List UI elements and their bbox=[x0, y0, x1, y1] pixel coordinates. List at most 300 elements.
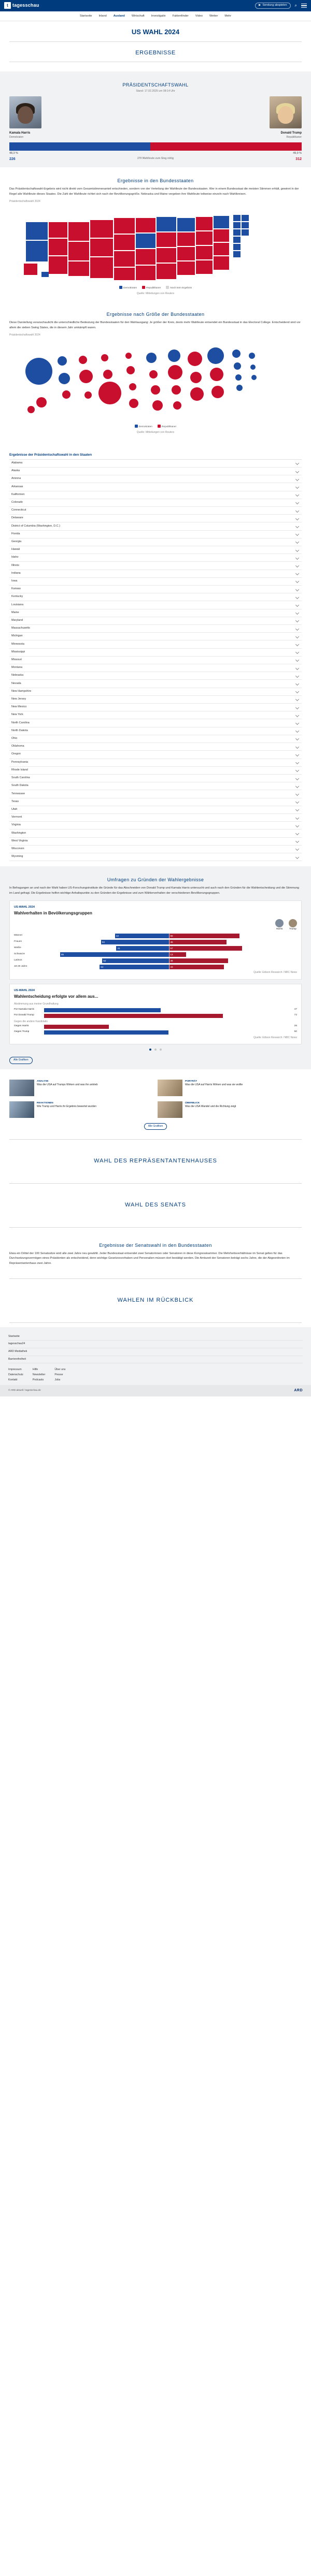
state-name: Iowa bbox=[11, 579, 18, 583]
chevron-down-icon bbox=[295, 572, 299, 575]
polls-heading: Umfragen zu Gründen der Wahlergebnisse bbox=[107, 877, 204, 883]
candidate-name-harris: Kamala Harris bbox=[9, 132, 31, 135]
poll-card-motivation bbox=[9, 984, 302, 1044]
legend-republicans: Republikaner bbox=[146, 287, 161, 290]
state-name: Delaware bbox=[11, 516, 23, 520]
nav-item-investigativ[interactable]: Investigativ bbox=[151, 14, 166, 18]
senate-results-heading: Ergebnisse der Senatswahl in den Bundesstaaten bbox=[99, 1242, 212, 1248]
poll-rows bbox=[14, 934, 297, 969]
teaser-kicker: ANALYSE bbox=[37, 1080, 49, 1083]
state-accordion-item[interactable] bbox=[9, 680, 302, 688]
state-accordion-item[interactable] bbox=[9, 562, 302, 570]
state-accordion-item[interactable] bbox=[9, 593, 302, 601]
state-name: Illinois bbox=[11, 563, 19, 567]
footer-columns bbox=[8, 1367, 303, 1383]
state-accordion-item[interactable] bbox=[9, 727, 302, 735]
candidate-trump bbox=[270, 96, 302, 128]
legend-democrats: Demokraten bbox=[138, 426, 152, 429]
state-accordion-item[interactable] bbox=[9, 735, 302, 743]
chevron-down-icon bbox=[295, 697, 299, 701]
vote-percent-trump: 49,9 % bbox=[293, 152, 302, 155]
state-map-subtitle: Präsidentschaftswahl 2024 bbox=[9, 199, 40, 203]
state-name: New York bbox=[11, 713, 23, 717]
teaser-thumbnail bbox=[9, 1101, 34, 1118]
vote-percent-harris: 48,3 % bbox=[9, 152, 18, 155]
poll-bar-row bbox=[14, 1014, 297, 1018]
poll-value-harris: 42 bbox=[116, 935, 119, 938]
electoral-votes-trump: 312 bbox=[295, 157, 302, 162]
state-accordion-item[interactable] bbox=[9, 829, 302, 837]
state-accordion-item[interactable] bbox=[9, 475, 302, 483]
us-choropleth-map[interactable] bbox=[9, 207, 302, 284]
state-name: New Jersey bbox=[11, 697, 26, 701]
poll-card-subtitle: Abstimmung aus meiner Grundhaltung bbox=[14, 1002, 59, 1006]
state-accordion-item[interactable] bbox=[9, 759, 302, 767]
nav-item-ausland[interactable]: Ausland bbox=[113, 14, 125, 18]
poll-group-label: Schwarze bbox=[14, 953, 25, 956]
legend-harris-label: Harris bbox=[276, 928, 283, 931]
state-name: Arizona bbox=[11, 477, 21, 481]
bubble-map-text: Diese Darstellung veranschaulicht die unterschiedliche Bedeutung der Bundesstaaten für den Wahlausgang: Je größer der Kreis, desto mehr Wahlleute entsendet ein Bundesstaat in das Electoral College. Entscheidend sind vor allem die sieben Swing States, die in diesem Jahr umkämpft waren. bbox=[9, 321, 301, 330]
teaser-item[interactable] bbox=[9, 1101, 153, 1118]
poll-bar-label: Gegen Harris bbox=[14, 1025, 29, 1028]
poll-value-harris: 54 bbox=[101, 966, 104, 969]
chevron-down-icon bbox=[295, 611, 299, 615]
state-name: Wyoming bbox=[11, 855, 23, 858]
footer-link[interactable]: Podcasts bbox=[32, 1378, 44, 1381]
bubble-legend bbox=[9, 425, 302, 429]
poll-group-row bbox=[14, 940, 297, 944]
hamburger-icon[interactable] bbox=[301, 4, 307, 8]
poll-group-row bbox=[14, 934, 297, 938]
poll-value-harris: 52 bbox=[103, 959, 106, 963]
footer-link[interactable]: Presse bbox=[54, 1373, 63, 1376]
footer-column bbox=[8, 1367, 23, 1383]
teaser-kicker: REAKTIONEN bbox=[37, 1101, 53, 1104]
play-icon: ▶ bbox=[259, 4, 261, 7]
teaser-text: Was die USA auf Harris Wirken und was sie wollte bbox=[185, 1083, 243, 1086]
state-accordion-item[interactable] bbox=[9, 491, 302, 499]
poll-bar-row bbox=[14, 1025, 297, 1029]
chevron-down-icon bbox=[295, 682, 299, 686]
chevron-down-icon bbox=[295, 808, 299, 811]
chevron-down-icon bbox=[295, 501, 299, 504]
poll-bar-row bbox=[14, 1008, 297, 1012]
state-accordion-item[interactable] bbox=[9, 507, 302, 515]
state-map-section bbox=[0, 167, 311, 301]
chevron-down-icon bbox=[295, 832, 299, 835]
us-bubble-map[interactable] bbox=[9, 340, 302, 423]
all-graphics-button[interactable]: Alle Grafiken bbox=[9, 1057, 33, 1064]
avatar bbox=[270, 96, 302, 128]
copyright: © ARD-aktuell / tagesschau.de bbox=[8, 1389, 41, 1392]
teaser-item[interactable] bbox=[158, 1101, 302, 1118]
state-accordion-item[interactable] bbox=[9, 483, 302, 491]
state-name: Nebraska bbox=[11, 674, 24, 677]
chevron-down-icon bbox=[295, 816, 299, 819]
state-accordion-item[interactable] bbox=[9, 853, 302, 861]
state-accordion-item[interactable] bbox=[9, 460, 302, 468]
chevron-down-icon bbox=[295, 485, 299, 489]
nav-item-mehr[interactable]: Mehr bbox=[224, 14, 232, 18]
bubble-map-section bbox=[0, 301, 311, 440]
state-name: Missouri bbox=[11, 658, 22, 662]
state-name: District of Columbia (Washington, D.C.) bbox=[11, 524, 60, 528]
chevron-down-icon bbox=[295, 509, 299, 513]
state-accordion-item[interactable] bbox=[9, 696, 302, 704]
state-name: Kansas bbox=[11, 587, 21, 591]
state-name: Connecticut bbox=[11, 508, 26, 512]
poll-group-row bbox=[14, 946, 297, 951]
states-accordion-title: Ergebnisse der Präsidentschaftswahl in den Staaten bbox=[9, 453, 92, 457]
chevron-down-icon bbox=[295, 792, 299, 796]
state-accordion-item[interactable] bbox=[9, 806, 302, 814]
teaser-thumbnail bbox=[9, 1080, 34, 1096]
chevron-down-icon bbox=[295, 643, 299, 646]
footer-link[interactable]: Datenschutz bbox=[8, 1373, 23, 1376]
presidential-timestamp: Stand: 17.02.2025 um 08:14 Uhr bbox=[136, 89, 175, 93]
nav-item-video[interactable]: Video bbox=[195, 14, 203, 18]
state-accordion-item[interactable] bbox=[9, 609, 302, 617]
footer-link[interactable]: Hilfe bbox=[32, 1368, 38, 1372]
logo[interactable] bbox=[4, 2, 39, 9]
state-accordion-item[interactable] bbox=[9, 711, 302, 719]
results-band-heading: ERGEBNISSE bbox=[135, 49, 176, 56]
map-legend bbox=[9, 286, 302, 290]
legend-democrats: Demokraten bbox=[123, 287, 137, 290]
chevron-down-icon bbox=[295, 595, 299, 599]
nav-item-wirtschaft[interactable]: Wirtschaft bbox=[131, 14, 145, 18]
chevron-down-icon bbox=[295, 650, 299, 654]
state-name: Massachusetts bbox=[11, 627, 30, 630]
poll-value-trump: 43 bbox=[170, 966, 173, 969]
teaser-row-1 bbox=[9, 1080, 302, 1096]
state-accordion-item[interactable] bbox=[9, 846, 302, 853]
state-map-heading: Ergebnisse in den Bundesstaaten bbox=[117, 178, 194, 184]
state-name: North Carolina bbox=[11, 721, 30, 724]
poll-card-source: Quelle: Edison Research / NBC News bbox=[253, 971, 297, 974]
all-articles-button[interactable]: Alle Grafiken bbox=[144, 1123, 167, 1130]
state-accordion-item[interactable] bbox=[9, 664, 302, 672]
teaser-thumbnail bbox=[158, 1080, 182, 1096]
chevron-down-icon bbox=[295, 564, 299, 567]
footer-link[interactable]: tagesschau24 bbox=[8, 1341, 303, 1348]
state-name: Florida bbox=[11, 532, 20, 535]
avatar bbox=[9, 96, 41, 128]
nav-item-startseite[interactable]: Startseite bbox=[79, 14, 92, 18]
poll-value-trump: 13 bbox=[170, 953, 173, 956]
house-heading: WAHL DES REPRÄSENTANTENHAUSES bbox=[94, 1157, 217, 1164]
state-name: Kentucky bbox=[11, 595, 23, 599]
poll-value-trump: 57 bbox=[170, 947, 173, 950]
candidate-row bbox=[9, 96, 302, 128]
poll-value-harris: 41 bbox=[117, 947, 120, 950]
chevron-down-icon bbox=[295, 784, 299, 788]
state-name: Mississippi bbox=[11, 650, 25, 653]
presidential-section bbox=[0, 71, 311, 167]
teaser-kicker: PORTRÄT bbox=[185, 1080, 197, 1083]
play-broadcast-button[interactable] bbox=[255, 3, 290, 9]
logo-mark-icon bbox=[4, 2, 11, 9]
state-name: Pennsylvania bbox=[11, 760, 29, 764]
poll-value-trump: 46 bbox=[170, 959, 173, 963]
state-accordion-item[interactable] bbox=[9, 586, 302, 593]
state-accordion-item[interactable] bbox=[9, 688, 302, 696]
ard-logo: ARD bbox=[294, 1388, 303, 1392]
poll-group-label: Männer bbox=[14, 934, 23, 937]
search-icon[interactable]: ⌕ bbox=[294, 3, 297, 8]
chevron-down-icon bbox=[295, 666, 299, 670]
footer-column bbox=[33, 1367, 46, 1383]
poll-bar-value: 50 bbox=[294, 1030, 297, 1034]
chevron-down-icon bbox=[295, 714, 299, 717]
state-name: Michigan bbox=[11, 634, 23, 638]
state-name: Vermont bbox=[11, 816, 22, 819]
candidate-party-trump: Republikaner bbox=[286, 136, 302, 139]
divider bbox=[9, 41, 302, 42]
poll-value-trump: 55 bbox=[170, 935, 173, 938]
footer-link[interactable]: Barrierefreiheit bbox=[8, 1356, 303, 1364]
state-accordion-item[interactable] bbox=[9, 775, 302, 782]
retrospective-section bbox=[9, 1283, 302, 1318]
state-accordion-item[interactable] bbox=[9, 554, 302, 562]
legend-republicans: Republikaner bbox=[161, 426, 177, 429]
state-accordion-item[interactable] bbox=[9, 782, 302, 790]
state-name: Ohio bbox=[11, 737, 18, 740]
chevron-down-icon bbox=[295, 556, 299, 560]
state-name: Colorado bbox=[11, 500, 23, 504]
teaser-item[interactable] bbox=[158, 1080, 302, 1096]
poll-value-trump: 45 bbox=[170, 941, 173, 944]
state-name: Minnesota bbox=[11, 642, 24, 646]
poll-card-kicker: US-WAHL 2024 bbox=[14, 905, 35, 909]
chevron-down-icon bbox=[295, 690, 299, 693]
state-accordion-item[interactable] bbox=[9, 657, 302, 664]
footer-link[interactable]: Jobs bbox=[54, 1378, 61, 1381]
state-name: Maryland bbox=[11, 619, 23, 622]
nav-item-faktenfinder[interactable]: Faktenfinder bbox=[172, 14, 189, 18]
logo-mark-letter: t bbox=[7, 3, 8, 8]
state-name: West Virginia bbox=[11, 839, 28, 842]
state-name: Indiana bbox=[11, 571, 21, 575]
state-accordion-item[interactable] bbox=[9, 539, 302, 546]
play-broadcast-label: Sendung abspielen bbox=[262, 4, 287, 7]
state-accordion-item[interactable] bbox=[9, 625, 302, 633]
poll-group-label: Frauen bbox=[14, 940, 22, 943]
poll-card-source: Quelle: Edison Research / NBC News bbox=[253, 1036, 297, 1039]
footer bbox=[0, 1327, 311, 1385]
chevron-down-icon bbox=[295, 761, 299, 764]
carousel-dot-3[interactable] bbox=[160, 1049, 162, 1051]
state-name: Arkansas bbox=[11, 485, 23, 488]
chevron-down-icon bbox=[295, 658, 299, 662]
state-name: Kalifornien bbox=[11, 492, 25, 496]
state-name: Virginia bbox=[11, 823, 21, 827]
brand-name: tagesschau bbox=[12, 3, 39, 8]
poll-card-title: Wahlverhalten in Bevölkerungsgruppen bbox=[14, 910, 92, 915]
state-accordion-item[interactable] bbox=[9, 649, 302, 657]
state-name: Nevada bbox=[11, 681, 21, 685]
state-accordion-item[interactable] bbox=[9, 751, 302, 759]
teasers-section bbox=[0, 1069, 311, 1135]
poll-subheader: Gegen die andere Kandidatin bbox=[14, 1020, 48, 1023]
state-name: South Dakota bbox=[11, 784, 29, 788]
footer-link[interactable]: ARD Mediathek bbox=[8, 1348, 303, 1356]
presidential-heading: PRÄSIDENTSCHAFTSWAHL bbox=[122, 82, 189, 88]
state-accordion-item[interactable] bbox=[9, 798, 302, 806]
polls-intro: In Befragungen an und nach der Wahl haben US-Forschungsinstitute die Gründe für das Abschneiden von Donald Trump und Kamala Harris untersucht und auch nach den Gründen für die Wahlentscheidung und die Stimmung im Land gefragt. Die Ergebnisse helfen wichtige Anhaltspunkte zu den Gründen der Ergebnisse und zum Wählerverhalten der verschiedenen Bevölkerungsgruppen. bbox=[9, 886, 299, 895]
nav-item-inland[interactable]: Inland bbox=[98, 14, 107, 18]
top-bar bbox=[0, 0, 311, 11]
candidate-party-harris: Demokraten bbox=[9, 136, 24, 139]
state-name: Alaska bbox=[11, 469, 20, 473]
chevron-down-icon bbox=[295, 737, 299, 740]
state-accordion-item[interactable] bbox=[9, 601, 302, 609]
poll-bar-value: 26 bbox=[294, 1025, 297, 1028]
state-name: Oregon bbox=[11, 752, 21, 756]
candidate-name-trump: Donald Trump bbox=[280, 132, 302, 135]
chevron-down-icon bbox=[295, 477, 299, 481]
chevron-down-icon bbox=[295, 588, 299, 591]
state-name: Rhode Island bbox=[11, 768, 28, 772]
poll-group-row bbox=[14, 965, 297, 969]
poll-bar-label: Für Donald Trump bbox=[14, 1014, 34, 1017]
footer-link[interactable]: Impressum bbox=[8, 1368, 22, 1372]
senate-heading: WAHL DES SENATS bbox=[125, 1201, 186, 1208]
state-accordion-item[interactable] bbox=[9, 641, 302, 648]
chevron-down-icon bbox=[295, 729, 299, 733]
chevron-down-icon bbox=[295, 619, 299, 622]
chevron-down-icon bbox=[295, 776, 299, 780]
state-accordion-item[interactable] bbox=[9, 838, 302, 846]
teaser-row-2 bbox=[9, 1101, 302, 1118]
chevron-down-icon bbox=[295, 470, 299, 473]
state-name: Montana bbox=[11, 666, 22, 670]
states-accordion-section bbox=[0, 440, 311, 867]
legend-trump bbox=[289, 919, 297, 932]
senate-results-text: Etwa ein Drittel der 100 Senatssitze wird alle zwei Jahre neu gewählt. Jeder Bundesstaat entsendet zwei Senatorinnen oder Senatoren in diese Kongresskammer. Die Mehrheitsverhältnisse im Senat gelten für das Durchsetzungsvermögen eines Präsidenten als entscheidend, denn wichtige Gesetzesvorhaben und Personalien müssen dort bestätigt werden. Die Amtszeit der Senatoren beträgt sechs Jahre, die der Abgeordneten im Repräsentantenhaus zwei Jahre. bbox=[9, 1251, 290, 1265]
teaser-thumbnail bbox=[158, 1101, 182, 1118]
state-accordion-item[interactable] bbox=[9, 814, 302, 822]
chevron-down-icon bbox=[295, 525, 299, 528]
state-name: Tennessee bbox=[11, 792, 25, 795]
footer-link[interactable]: Über uns bbox=[54, 1368, 66, 1372]
state-accordion-item[interactable] bbox=[9, 704, 302, 711]
state-name: Washington bbox=[11, 831, 26, 835]
chevron-down-icon bbox=[295, 753, 299, 756]
electoral-votes-harris: 226 bbox=[9, 157, 16, 162]
state-name: Maine bbox=[11, 610, 19, 614]
state-accordion-item[interactable] bbox=[9, 531, 302, 539]
legend-harris bbox=[275, 919, 284, 932]
state-accordion-item[interactable] bbox=[9, 515, 302, 522]
bubble-source: Quelle: Mitteilungen von Reuters bbox=[136, 431, 175, 434]
footer-links bbox=[8, 1333, 303, 1363]
chevron-down-icon bbox=[295, 706, 299, 709]
state-accordion-item[interactable] bbox=[9, 522, 302, 530]
senate-section bbox=[9, 1188, 302, 1223]
chevron-down-icon bbox=[295, 540, 299, 544]
bubble-map-heading: Ergebnisse nach Größe der Bundesstaaten bbox=[106, 312, 205, 317]
state-accordion-item[interactable] bbox=[9, 672, 302, 680]
chevron-down-icon bbox=[295, 745, 299, 749]
state-name: South Carolina bbox=[11, 776, 30, 780]
state-name: North Dakota bbox=[11, 729, 28, 732]
poll-value-harris: 53 bbox=[102, 941, 105, 944]
bubble-map-subtitle: Präsidentschaftswahl 2024 bbox=[9, 333, 40, 337]
carousel-dot-1[interactable] bbox=[149, 1049, 151, 1051]
polls-section bbox=[0, 866, 311, 1069]
state-name: Idaho bbox=[11, 556, 19, 559]
poll-group-label: Latinos bbox=[14, 959, 22, 962]
nav-item-wetter[interactable]: Wetter bbox=[209, 14, 218, 18]
footer-link[interactable]: Kontakt bbox=[8, 1378, 18, 1381]
poll-group-row bbox=[14, 958, 297, 963]
chevron-down-icon bbox=[295, 461, 299, 465]
state-accordion-item[interactable] bbox=[9, 743, 302, 751]
chevron-down-icon bbox=[295, 824, 299, 827]
legend-trump-label: Trump bbox=[289, 928, 296, 931]
footer-column bbox=[54, 1367, 65, 1383]
chevron-down-icon bbox=[295, 839, 299, 843]
state-name: Utah bbox=[11, 807, 18, 811]
teaser-text: Was die USA Wandel und die Richtung zeigt bbox=[185, 1104, 236, 1108]
state-accordion-item[interactable] bbox=[9, 790, 302, 798]
poll-value-harris: 85 bbox=[61, 953, 64, 956]
state-name: Texas bbox=[11, 799, 19, 803]
footer-link[interactable]: Newsletter bbox=[32, 1373, 46, 1376]
chevron-down-icon bbox=[295, 517, 299, 520]
poll-card-demographics bbox=[9, 900, 302, 980]
state-name: New Mexico bbox=[11, 705, 27, 709]
state-accordion-item[interactable] bbox=[9, 570, 302, 578]
state-accordion-item[interactable] bbox=[9, 822, 302, 829]
candidate-harris bbox=[9, 96, 41, 128]
senate-text-section bbox=[0, 1232, 311, 1274]
state-accordion-item[interactable] bbox=[9, 767, 302, 775]
chevron-down-icon bbox=[295, 493, 299, 497]
electoral-needed-label: 270 Wahlleute zum Sieg nötig bbox=[137, 157, 174, 161]
state-accordion-item[interactable] bbox=[9, 468, 302, 475]
state-name: Alabama bbox=[11, 461, 23, 464]
chevron-down-icon bbox=[295, 532, 299, 536]
poll-bar-value: 72 bbox=[294, 1014, 297, 1017]
state-name: Oklahoma bbox=[11, 745, 24, 748]
states-accordion bbox=[9, 459, 302, 861]
map-svg bbox=[9, 207, 302, 284]
poll-bar-row bbox=[14, 1030, 297, 1035]
page-title: US WAHL 2024 bbox=[131, 28, 180, 36]
carousel-dots[interactable] bbox=[9, 1047, 302, 1053]
poll-group-label: 18-29 Jahre bbox=[14, 965, 27, 968]
footer-link[interactable]: Startseite bbox=[8, 1333, 303, 1341]
teaser-kicker: ÜBERBLICK bbox=[185, 1101, 200, 1104]
chevron-down-icon bbox=[295, 674, 299, 678]
state-map-text: Das Präsidentschaftswahl-Ergebnis wird nicht direkt vom Gesamtstimmenanteil entschieden, sondern von der Verteilung der Wahlleute der Bundesstaaten. Wer in einem Bundesstaat die meisten Stimmen erhält, gewinnt in der Regel alle Wahlleute dieses Staates. Die Zahl der Wahlleute richtet sich nach der Bevölkerungsgröße. Nebraska und Maine vergeben ihre Wahlleute teilweise einzeln nach Wahlkreisen. bbox=[9, 187, 299, 196]
state-accordion-item[interactable] bbox=[9, 578, 302, 586]
carousel-dot-2[interactable] bbox=[154, 1049, 157, 1051]
state-name: Hawaii bbox=[11, 548, 20, 551]
bubble-svg bbox=[9, 340, 302, 423]
poll-group-label: Weiße bbox=[14, 947, 21, 950]
state-accordion-item[interactable] bbox=[9, 546, 302, 554]
teaser-text: Wie Trump und Harris ihr Ergebnis bewertet wurden bbox=[37, 1104, 97, 1108]
teaser-item[interactable] bbox=[9, 1080, 153, 1096]
state-accordion-item[interactable] bbox=[9, 499, 302, 507]
state-accordion-item[interactable] bbox=[9, 633, 302, 641]
state-accordion-item[interactable] bbox=[9, 719, 302, 727]
state-accordion-item[interactable] bbox=[9, 617, 302, 625]
